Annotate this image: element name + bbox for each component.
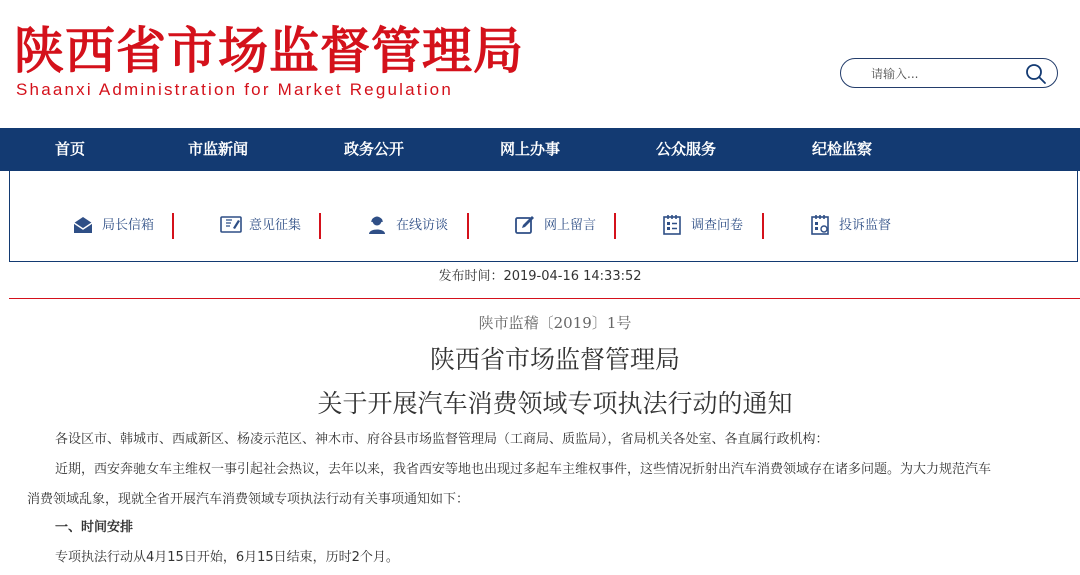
edit-icon	[514, 214, 536, 236]
main-nav	[0, 128, 1080, 171]
nav-item-home[interactable]: 首页	[54, 140, 85, 158]
nav-item-online-services[interactable]: 网上办事	[499, 140, 560, 158]
section-heading: 一、时间安排	[55, 520, 134, 535]
document-number: 陕市监稽〔2019〕1号	[478, 314, 632, 332]
quick-link-survey[interactable]	[661, 213, 759, 239]
divider	[614, 213, 616, 239]
site-logo-cn[interactable]: 陕西省市场监督管理局	[14, 22, 524, 80]
feedback-icon	[219, 214, 243, 236]
quick-link-label: 网上留言	[544, 218, 597, 233]
site-logo-en: Shaanxi Administration for Market Regulation	[16, 80, 453, 99]
divider	[762, 213, 764, 239]
article-title-issuer: 陕西省市场监督管理局	[429, 345, 680, 374]
mail-icon	[72, 214, 94, 236]
article-title: 关于开展汽车消费领域专项执法行动的通知	[317, 389, 793, 418]
nav-item-news[interactable]: 市监新闻	[187, 140, 248, 158]
article-paragraph-continued: 消费领域乱象，现就全省开展汽车消费领域专项执法行动有关事项通知如下：	[27, 492, 470, 507]
quick-link-label: 调查问卷	[691, 218, 744, 233]
publish-time: 发布时间：2019-04-16 14:33:52	[438, 269, 642, 284]
divider	[319, 213, 321, 239]
site-header	[0, 0, 1080, 128]
quick-link-online-message[interactable]	[514, 213, 612, 239]
nav-item-public-services[interactable]: 公众服务	[655, 140, 716, 158]
search-box	[840, 58, 1058, 88]
article-paragraph: 专项执法行动从4月15日开始，6月15日结束，历时2个月。	[55, 550, 399, 565]
article-paragraph: 近期，西安奔驰女车主维权一事引起社会热议，去年以来，我省西安等地也出现过多起车主维权事件，这些情况折射出汽车消费领域存在诸多问题。为大力规范汽车	[55, 462, 992, 477]
quick-link-label: 意见征集	[249, 218, 302, 233]
article-paragraph: 各设区市、韩城市、西咸新区、杨凌示范区、神木市、府谷县市场监督管理局（工商局、质监局），省局机关各处室、各直属行政机构：	[55, 432, 829, 447]
search-icon	[1025, 63, 1047, 85]
divider	[172, 213, 174, 239]
quick-link-director-mailbox[interactable]	[72, 213, 162, 239]
quick-links-bar	[9, 171, 1078, 262]
quick-link-label: 在线访谈	[396, 218, 449, 233]
quick-link-opinion-collection[interactable]	[219, 213, 317, 239]
quick-link-label: 局长信箱	[102, 218, 155, 233]
nav-item-public-affairs[interactable]: 政务公开	[343, 140, 404, 158]
survey-icon	[661, 214, 683, 236]
search-button[interactable]	[1025, 63, 1047, 85]
quick-link-online-interview[interactable]	[366, 213, 464, 239]
interview-icon	[366, 214, 388, 236]
divider	[9, 298, 1080, 299]
complaint-icon	[809, 214, 831, 236]
quick-link-complaint[interactable]	[809, 213, 907, 239]
divider	[467, 213, 469, 239]
nav-item-discipline[interactable]: 纪检监察	[811, 140, 872, 158]
search-input[interactable]	[869, 63, 1023, 85]
quick-link-label: 投诉监督	[839, 218, 892, 233]
